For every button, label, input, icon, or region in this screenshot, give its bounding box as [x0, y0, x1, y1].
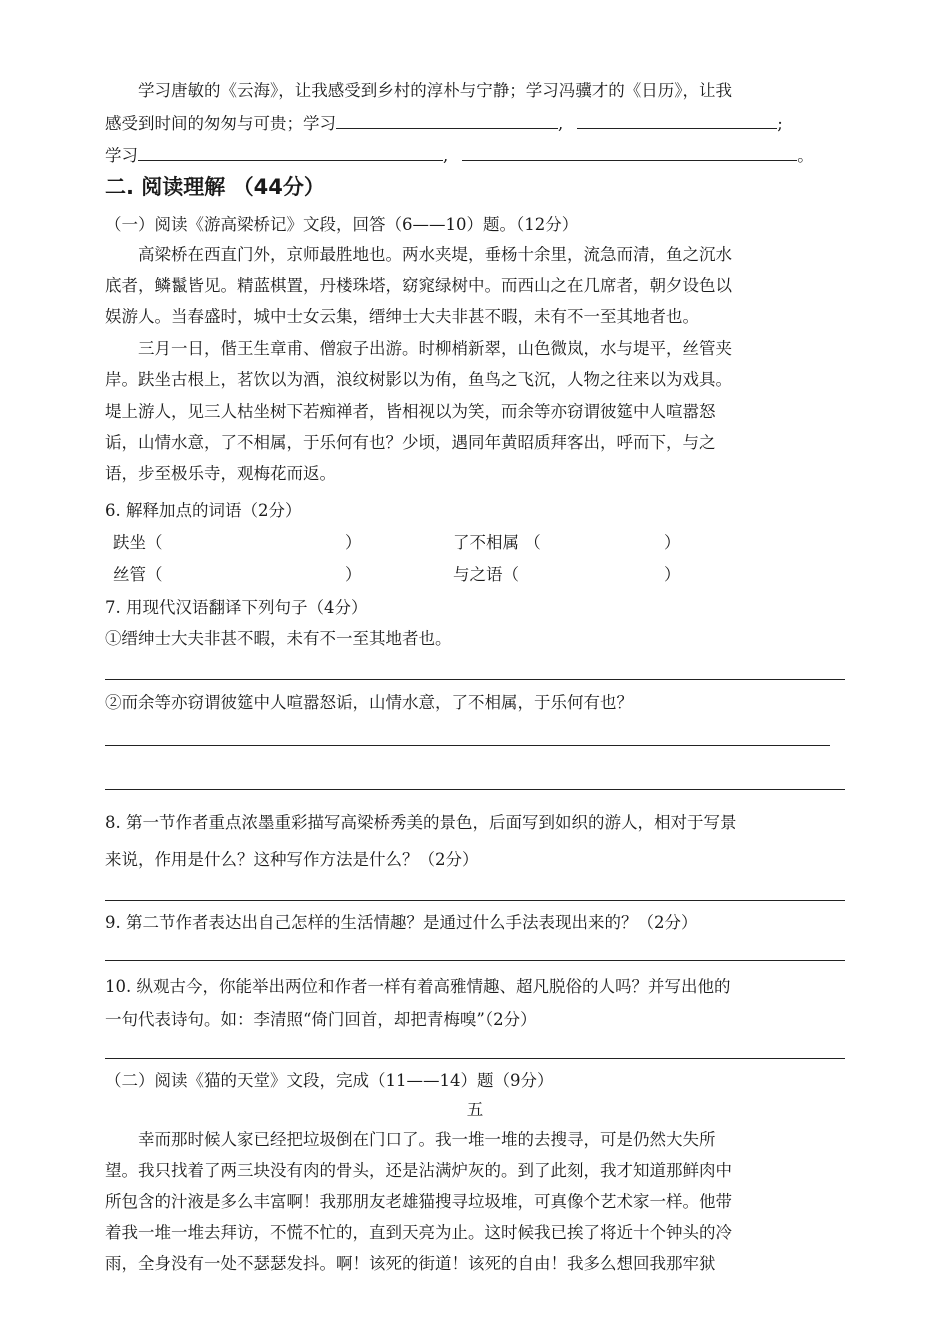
passage1-line: 底者，鳞鬣皆见。精蓝棋置，丹楼珠塔，窈窕绿树中。而西山之在几席者，朝夕设色以	[105, 276, 732, 295]
passage2-line: 幸而那时候人家已经把垃圾倒在门口了。我一堆一堆的去搜寻，可是仍然大失所	[138, 1130, 716, 1149]
passage2-line: 着我一堆一堆去拜访，不慌不忙的，直到天亮为止。这时候我已挨了将近十个钟头的冷	[105, 1223, 732, 1242]
q6-term-2: 了不相属 （	[453, 533, 541, 552]
question-8-line-1: 8. 第一节作者重点浓墨重彩描写高梁桥秀美的景色，后面写到如织的游人，相对于写景	[105, 813, 737, 832]
q7-sentence-2: ②而余等亦窃谓彼筵中人喧嚣怒诟，山情水意，了不相属，于乐何有也？	[105, 693, 633, 712]
q7-sentence-1: ①缙绅士大夫非甚不暇，未有不一至其地者也。	[105, 629, 452, 648]
passage1-line: 岸。趺坐古根上，茗饮以为酒，浪纹树影以为侑，鱼鸟之飞沉，人物之往来以为戏具。	[105, 370, 732, 389]
question-6: 6. 解释加点的词语（2分）	[105, 501, 302, 520]
semicolon: ;	[777, 114, 783, 133]
passage1-line: 娱游人。当春盛时，城中士女云集，缙绅士大夫非甚不暇，未有不一至其地者也。	[105, 307, 699, 326]
passage1-line: 高梁桥在西直门外，京师最胜地也。两水夹堤，垂杨十余里，流急而清，鱼之沉水	[138, 245, 732, 264]
answer-line[interactable]	[105, 900, 845, 901]
q6-term-4: 与之语（	[453, 565, 519, 584]
q6-close-2: ）	[664, 533, 681, 552]
passage1-line: 语，步至极乐寺，观梅花而返。	[105, 464, 336, 483]
q6-term-3: 丝管（	[113, 565, 163, 584]
intro-line-2-text: 感受到时间的匆匆与可贵；学习	[105, 114, 336, 133]
part2-section-number: 五	[466, 1100, 484, 1119]
period: 。	[797, 146, 814, 165]
answer-line[interactable]	[105, 745, 830, 746]
passage2-line: 望。我只找着了两三块没有肉的骨头，还是沾满炉灰的。到了此刻，我才知道那鲜肉中	[105, 1161, 732, 1180]
question-8-line-2: 来说，作用是什么？这种写作方法是什么？（2分）	[105, 850, 479, 869]
fill-blank-3[interactable]	[138, 142, 443, 161]
q6-close-4: ）	[664, 565, 681, 584]
answer-line[interactable]	[105, 1058, 845, 1059]
q6-close-3: ）	[345, 565, 362, 584]
intro-line-1: 学习唐敏的《云海》，让我感受到乡村的淳朴与宁静；学习冯骥才的《日历》，让我	[138, 81, 732, 100]
passage1-line: 诟，山情水意，了不相属，于乐何有也？少顷，遇同年黄昭质拜客出，呼而下，与之	[105, 433, 716, 452]
comma-1: ,	[558, 114, 564, 133]
comma-2: ,	[443, 146, 449, 165]
fill-blank-2[interactable]	[577, 110, 777, 129]
fill-blank-4[interactable]	[462, 142, 797, 161]
passage1-line: 堤上游人，见三人枯坐树下若痴禅者，皆相视以为笑，而余等亦窃谓彼筵中人喧嚣怒	[105, 402, 716, 421]
q6-close-1: ）	[345, 533, 362, 552]
question-10-line-1: 10. 纵观古今，你能举出两位和作者一样有着高雅情趣、超凡脱俗的人吗？并写出他的	[105, 977, 731, 996]
fill-blank-1[interactable]	[336, 110, 558, 129]
intro-line-3	[105, 142, 845, 169]
answer-line[interactable]	[105, 789, 845, 790]
intro-line-2	[105, 110, 845, 137]
question-7: 7. 用现代汉语翻译下列句子（4分）	[105, 598, 368, 617]
q6-term-1: 趺坐（	[113, 533, 163, 552]
passage1-line: 三月一日，偕王生章甫、僧寂子出游。时柳梢新翠，山色微岚，水与堤平，丝管夹	[138, 339, 732, 358]
passage2-line: 雨，全身没有一处不瑟瑟发抖。啊！该死的街道！该死的自由！我多么想回我那牢狱	[105, 1254, 716, 1273]
part2-header: （二）阅读《猫的天堂》文段，完成（11——14）题（9分）	[105, 1071, 554, 1090]
section-title: 二. 阅读理解 （44分）	[105, 175, 325, 199]
question-9: 9. 第二节作者表达出自己怎样的生活情趣？是通过什么手法表现出来的？（2分）	[105, 913, 698, 932]
intro-line-3-text: 学习	[105, 146, 138, 165]
part1-header: （一）阅读《游高梁桥记》文段，回答（6——10）题。（12分）	[105, 215, 579, 234]
passage2-line: 所包含的汁液是多么丰富啊！我那朋友老雄猫搜寻垃圾堆，可真像个艺术家一样。他带	[105, 1192, 732, 1211]
answer-line[interactable]	[105, 960, 845, 961]
question-10-line-2: 一句代表诗句。如：李清照“倚门回首，却把青梅嗅”（2分）	[105, 1010, 537, 1029]
answer-line[interactable]	[105, 679, 845, 680]
